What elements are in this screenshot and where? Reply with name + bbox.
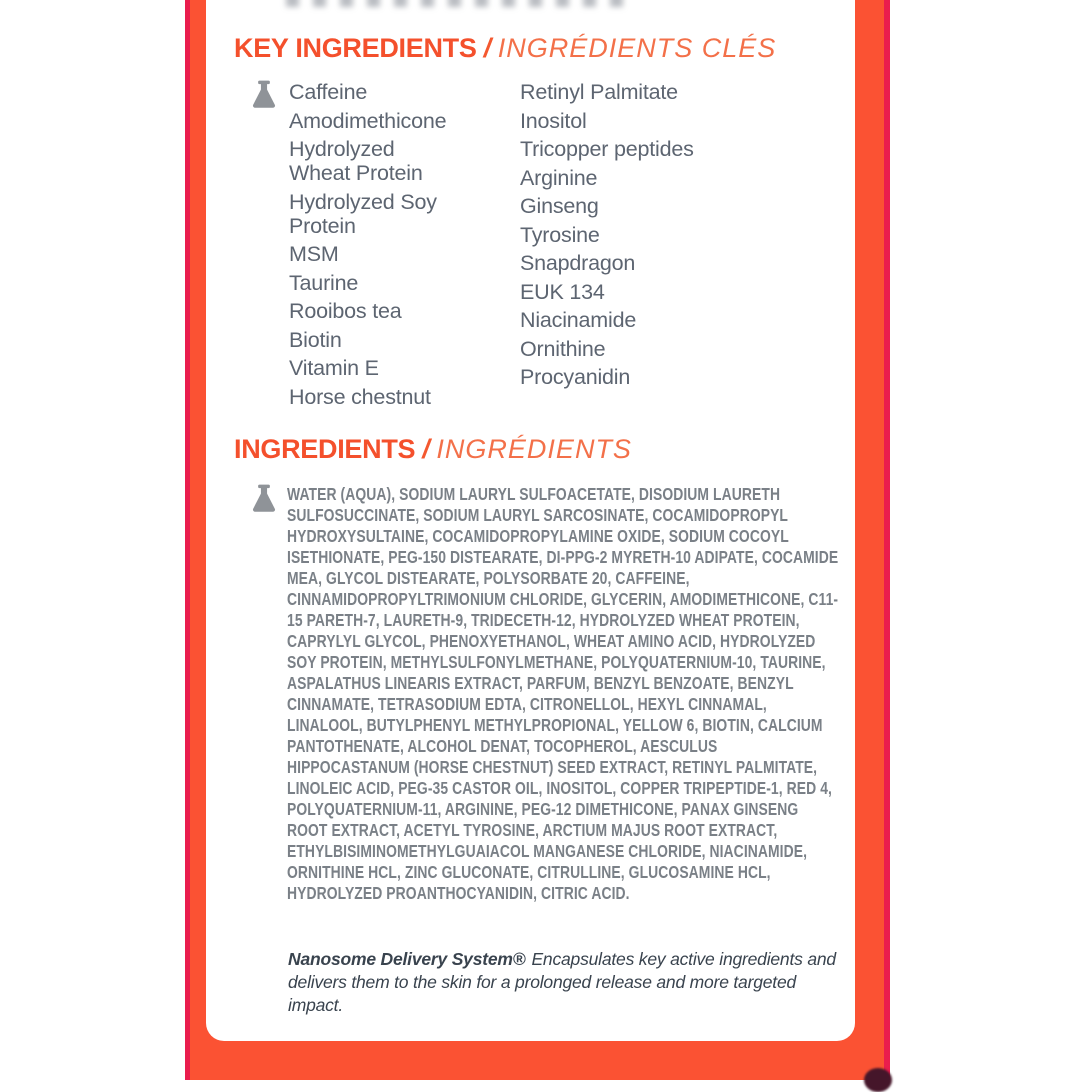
label-edge-stripe-right bbox=[883, 0, 890, 1080]
key-ingredient-item: Rooibos tea bbox=[289, 299, 402, 323]
key-ingredient-item: Retinyl Palmitate bbox=[520, 80, 678, 104]
key-ingredients-title-en: KEY INGREDIENTS bbox=[234, 33, 477, 63]
key-ingredient-item: Niacinamide bbox=[520, 308, 637, 332]
nanosome-footnote-lead: Nanosome Delivery System® bbox=[288, 949, 526, 969]
flask-icon bbox=[248, 79, 280, 111]
key-ingredient-item: MSM bbox=[289, 242, 339, 266]
ingredients-title bbox=[234, 434, 632, 465]
flask-icon bbox=[248, 483, 280, 515]
key-ingredient-item: Amodimethicone bbox=[289, 108, 447, 133]
key-ingredient-item: Hydrolyzed Wheat Protein bbox=[289, 137, 423, 185]
title-separator: / bbox=[483, 33, 491, 63]
key-ingredient-item: Hydrolyzed Soy Protein bbox=[289, 189, 437, 238]
key-ingredient-item: Ornithine bbox=[520, 336, 606, 361]
cropped-text-top bbox=[286, 0, 631, 7]
label-content-panel bbox=[206, 0, 855, 1041]
key-ingredient-item: Arginine bbox=[520, 165, 598, 190]
nanosome-footnote bbox=[288, 948, 836, 1017]
key-ingredient-item: Caffeine bbox=[289, 80, 368, 104]
key-ingredient-item: Snapdragon bbox=[520, 251, 636, 275]
key-ingredient-item: Horse chestnut bbox=[289, 384, 431, 409]
key-ingredient-item: Vitamin E bbox=[289, 356, 379, 380]
title-separator: / bbox=[422, 434, 430, 464]
key-ingredients-title-fr: INGRÉDIENTS CLÉS bbox=[497, 33, 777, 63]
key-ingredient-item: Tricopper peptides bbox=[520, 137, 694, 161]
key-ingredient-item: Taurine bbox=[289, 270, 359, 295]
key-ingredient-item: Ginseng bbox=[520, 194, 599, 218]
key-ingredient-item: Procyanidin bbox=[520, 365, 631, 389]
label-corner-mark bbox=[864, 1068, 892, 1092]
ingredients-list-block bbox=[287, 484, 847, 904]
key-ingredient-item: Inositol bbox=[520, 108, 587, 133]
ingredients-list-text: WATER (AQUA), SODIUM LAURYL SULFOACETATE, DISODIUM LAURETH SULFOSUCCINATE, SODIUM LAURYL SARCOSINATE, COCAMIDOPROPYL HYDROXYSULTAINE, COCAMIDOPROPYLAMINE OXIDE, SODIUM COCOYL ISETHIONATE, PEG-150 DISTEARATE, DI-PPG-2 MYRETH-10 ADIPATE, COCAMIDE MEA, GLYCOL DISTEARATE, POLYSORBATE 20, CAFFEINE, CINNAMIDOPROPYLTRIMONIUM CHLORIDE, GLYCERIN, AMODIMETHICONE, C11-15 PARETH-7, LAURETH-9, TRIDECETH-12, HYDROLYZED WHEAT PROTEIN, CAPRYLYL GLYCOL, PHENOXYETHANOL, WHEAT AMINO ACID, HYDROLYZED SOY PROTEIN, METHYLSULFONYLMETHANE, POLYQUATERNIUM-10, TAURINE, ASPALATHUS LINEARIS EXTRACT, PARFUM, BENZYL BENZOATE, BENZYL CINNAMATE, TETRASODIUM EDTA, CITRONELLOL, HEXYL CINNAMAL, LINALOOL, BUTYLPHENYL METHYLPROPIONAL, YELLOW 6, BIOTIN, CALCIUM PANTOTHENATE, ALCOHOL DENAT, TOCOPHEROL, AESCULUS HIPPOCASTANUM (HORSE CHESTNUT) SEED EXTRACT, RETINYL PALMITATE, LINOLEIC ACID, PEG-35 CASTOR OIL, INOSITOL, COPPER TRIPEPTIDE-1, RED 4, POLYQUATERNIUM-11, ARGININE, PEG-12 DIMETHICONE, PANAX GINSENG ROOT EXTRACT, ACETYL TYROSINE, ARCTIUM MAJUS ROOT EXTRACT, ETHYLBISIMINOMETHYLGUAIACOL MANGANESE CHLORIDE, NIACINAMIDE, ORNITHINE HCL, ZINC GLUCONATE, CITRULLINE, GLUCOSAMINE HCL, HYDROLYZED PROANTHOCYANIDIN, CITRIC ACID. bbox=[287, 484, 839, 903]
ingredients-title-en: INGREDIENTS bbox=[234, 434, 416, 464]
key-ingredients-column-left bbox=[289, 80, 451, 413]
key-ingredient-item: Biotin bbox=[289, 327, 342, 352]
nanosome-footnote-text: Encapsulates key active ingredients and delivers them to the skin for a prolonged release and more targeted impact. bbox=[288, 949, 836, 1015]
key-ingredients-title bbox=[234, 33, 776, 64]
key-ingredients-column-right bbox=[520, 80, 775, 394]
key-ingredient-item: EUK 134 bbox=[520, 279, 605, 304]
key-ingredient-item: Tyrosine bbox=[520, 222, 600, 247]
ingredients-title-fr: INGRÉDIENTS bbox=[436, 434, 632, 464]
